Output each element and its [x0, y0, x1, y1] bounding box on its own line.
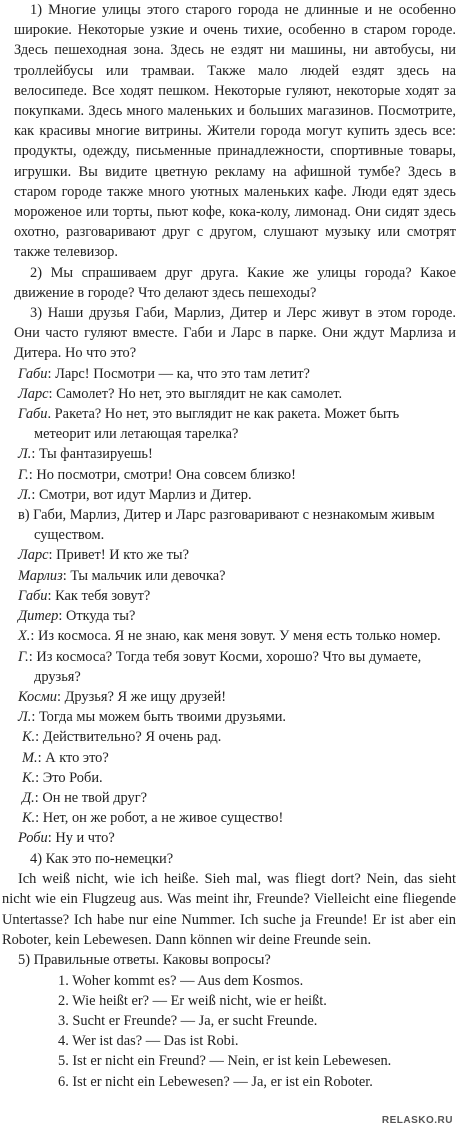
- german-text: Ich weiß nicht, wie ich heiße. Sieh mal, was fliegt dort? Nein, das sieht nicht wie ein Flugzeug aus. Was meint ihr, Freunde? Vielleicht eine fliegende Untertasse? Ich habe nur eine Nummer. Ich suche ja Freunde! Er ist aber ein Roboter, kein Lebewesen. Dann können wir deine Freunde sein.: [2, 870, 456, 948]
- speaker-name: Ларс: [18, 385, 49, 402]
- speaker-separator: :: [48, 385, 57, 402]
- speaker-separator: :: [58, 608, 66, 625]
- speaker-separator: :: [34, 789, 43, 806]
- paragraph-1: 1) Многие улицы этого старого города не длинные и не особенно широкие. Некоторые узкие и очень тихие, особенно в старом городе. Здесь пешеходная зона. Здесь не ездят ни машины, ни автобусы, ни троллейбусы или трамваи. Также мало людей ездят здесь на велосипеде. Все ходят пешком. Некоторые гуляют, некоторые ходят за покупками. Здесь много маленьких и больших магазинов. Посмотрите, как красивы многие витрины. Жители города могут купить здесь все: продукты, одежду, письменные принадлежности, спортивные товары, игрушки. Вы видите цветную рекламу на афишной тумбе? Здесь в старом городе также много уютных маленьких кафе. Люди едят здесь мороженое или торты, пьют кофе, кока-колу, лимонад. Они сидят здесь охотно, разговаривают друг с другом, слушают музыку или смотрят также телевизор.: [14, 2, 456, 261]
- dialog-line: [0, 828, 462, 848]
- speaker-name: Х.: [18, 628, 31, 645]
- answer-item: 4. Wer ist das? — Das ist Robi.: [58, 1033, 239, 1050]
- dialog-line: [0, 444, 462, 464]
- speaker-separator: :: [35, 810, 43, 827]
- speaker-separator: :: [31, 709, 39, 726]
- speaker-name: Д.: [22, 789, 35, 806]
- speaker-name: Л.: [18, 446, 32, 463]
- dialog-text: Как тебя зовут?: [55, 587, 151, 604]
- dialog-line: [0, 364, 462, 384]
- speaker-name: Марлиз: [18, 567, 63, 584]
- dialog-text: Ракета? Но нет, это выглядит не как ракета. Может быть метеорит или летающая тарелка?: [34, 406, 400, 443]
- dialog-text: Тогда мы можем быть твоими друзьями.: [38, 709, 287, 726]
- dialog-text: Он не твой друг?: [42, 789, 148, 806]
- dialog-text: Откуда ты?: [65, 608, 136, 625]
- dialog-text: Смотри, вот идут Марлиз и Дитер.: [38, 486, 252, 503]
- speaker-separator: :: [56, 688, 65, 705]
- dialog-line: [0, 768, 462, 788]
- speaker-separator: :: [48, 547, 57, 564]
- dialog-line: [0, 384, 462, 404]
- speaker-name: К.: [22, 729, 36, 746]
- paragraph-2: 2) Мы спрашиваем друг друга. Какие же улицы города? Какое движение в городе? Что делают здесь пешеходы?: [14, 264, 456, 301]
- dialog-line: [0, 647, 462, 687]
- speaker-separator: :: [28, 466, 37, 483]
- dialog-text: Это Роби.: [42, 769, 103, 786]
- speaker-name: Ларс: [18, 547, 49, 564]
- dialog-text: Ларс! Посмотри — ка, что это там летит?: [55, 365, 310, 382]
- dialog-text: Нет, он же робот, а не живое существо!: [42, 810, 284, 827]
- speaker-separator: :: [47, 830, 56, 847]
- speaker-name: Косми: [18, 688, 57, 705]
- speaker-name: Г.: [18, 466, 29, 483]
- dialog-line: [0, 606, 462, 626]
- paragraph-3: 3) Наши друзья Габи, Марлиз, Дитер и Лерс живут в этом городе. Они часто гуляют вместе. Габи и Ларс в парке. Они ждут Марлиза и Дитера. Но что это?: [14, 305, 456, 362]
- dialog-text: Из космоса? Тогда тебя зовут Косми, хорошо? Что вы думаете, друзья?: [34, 648, 422, 685]
- dialog-block: [0, 364, 462, 849]
- dialog-line: [0, 808, 462, 828]
- dialog-text: Самолет? Но нет, это выглядит не как самолет.: [56, 385, 343, 402]
- speaker-separator: :: [35, 729, 43, 746]
- dialog-text: Друзья? Я же ищу друзей!: [64, 688, 227, 705]
- speaker-name: Роби: [18, 830, 48, 847]
- dialog-text: Действительно? Я очень рад.: [42, 729, 222, 746]
- dialog-text: А кто это?: [45, 749, 109, 766]
- speaker-separator: :: [35, 769, 43, 786]
- question-5: 5) Правильные ответы. Каковы вопросы?: [18, 952, 271, 969]
- speaker-separator: :: [30, 628, 38, 645]
- speaker-separator: :: [62, 567, 71, 584]
- speaker-separator: :: [47, 587, 56, 604]
- speaker-name: Габи: [18, 587, 48, 604]
- answer-item: 2. Wie heißt er? — Er weiß nicht, wie er heißt.: [58, 992, 327, 1009]
- speaker-name: Л.: [18, 709, 32, 726]
- dialog-text: Но посмотри, смотри! Она совсем близко!: [36, 466, 296, 483]
- answer-item: 3. Sucht er Freunde? — Ja, er sucht Freunde.: [58, 1012, 318, 1029]
- dialog-line: [0, 465, 462, 485]
- answer-item: 6. Ist er nicht ein Lebewesen? — Ja, er ist ein Roboter.: [58, 1073, 373, 1090]
- speaker-name: К.: [22, 769, 36, 786]
- dialog-text: Из космоса. Я не знаю, как меня зовут. У меня есть только номер.: [38, 628, 441, 645]
- dialog-line: [0, 727, 462, 747]
- dialog-line: [0, 485, 462, 505]
- dialog-line: [0, 707, 462, 727]
- dialog-text: Привет! И кто же ты?: [56, 547, 189, 564]
- dialog-line: [0, 566, 462, 586]
- dialog-line: [0, 545, 462, 565]
- speaker-name: Л.: [18, 486, 32, 503]
- dialog-line: [0, 748, 462, 768]
- speaker-separator: :: [37, 749, 46, 766]
- speaker-name: Габи: [18, 365, 48, 382]
- dialog-line: [0, 586, 462, 606]
- dialog-text: в) Габи, Марлиз, Дитер и Ларс разговаривают с незнакомым живым существом.: [18, 507, 435, 544]
- question-4: 4) Как это по-немецки?: [30, 850, 174, 867]
- answer-item: 5. Ist er nicht ein Freund? — Nein, er ist kein Lebewesen.: [58, 1053, 392, 1070]
- dialog-line: [0, 404, 462, 444]
- dialog-line: [0, 505, 462, 545]
- dialog-line: [0, 626, 462, 646]
- speaker-name: Г.: [18, 648, 29, 665]
- speaker-separator: :: [28, 648, 37, 665]
- answer-list: [0, 971, 462, 1092]
- speaker-separator: :: [47, 365, 56, 382]
- dialog-line: [0, 788, 462, 808]
- dialog-text: Ты фантазируешь!: [38, 446, 153, 463]
- speaker-separator: .: [47, 406, 55, 423]
- speaker-name: М.: [22, 749, 38, 766]
- speaker-name: Дитер: [18, 608, 59, 625]
- dialog-line: [0, 687, 462, 707]
- watermark-logo: RELASKO.RU: [379, 1114, 456, 1127]
- dialog-text: Ну и что?: [55, 830, 115, 847]
- speaker-name: Габи: [18, 406, 48, 423]
- speaker-name: К.: [22, 810, 36, 827]
- speaker-separator: :: [31, 486, 39, 503]
- dialog-text: Ты мальчик или девочка?: [70, 567, 226, 584]
- answer-item: 1. Woher kommt es? — Aus dem Kosmos.: [58, 972, 304, 989]
- speaker-separator: :: [31, 446, 39, 463]
